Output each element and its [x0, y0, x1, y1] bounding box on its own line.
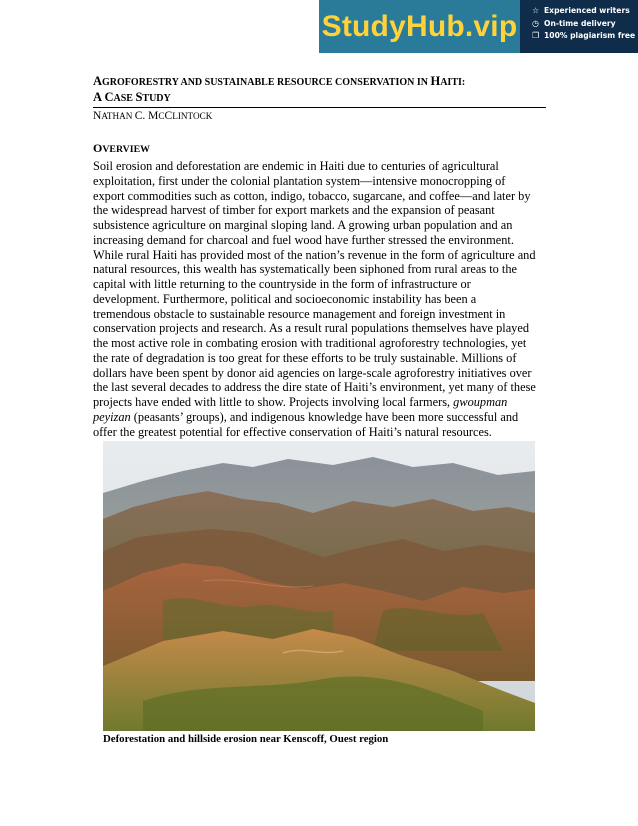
- author-name: NATHAN C. MCCLINTOCK: [93, 110, 213, 122]
- paragraph-line: development. Furthermore, political and socioeconomic instability has been a: [93, 291, 477, 306]
- feature-label: 100% plagiarism free: [544, 31, 636, 40]
- paragraph-line: natural resources, this wealth has systematically been siphoned from rural areas to the: [93, 262, 518, 277]
- paragraph-line: subsistence agriculture on marginal sloping land. A growing urban population and an: [93, 218, 513, 232]
- photo-caption: Deforestation and hillside erosion near Kenscoff, Ouest region: [103, 733, 389, 745]
- paragraph-line: tremendous obstacle to sustainable resource management and foreign investment in: [93, 306, 506, 321]
- paragraph-line: increasing demand for charcoal and fuel wood have further stressed the environment.: [93, 232, 514, 247]
- title-line-2: A CASE STUDY: [93, 90, 171, 104]
- paragraph-line: the rate of degradation is too great for these efforts to be truly sustainable. Millions of: [93, 350, 517, 365]
- feature-experienced-writers: [532, 5, 638, 18]
- overview-paragraph: [93, 159, 546, 439]
- promo-banner[interactable]: [319, 0, 638, 53]
- feature-label: On-time delivery: [544, 18, 616, 28]
- paragraph-line: Soil erosion and deforestation are endemic in Haiti due to centuries of agricultural: [93, 159, 499, 173]
- title-line-1: AGROFORESTRY AND SUSTAINABLE RESOURCE CONSERVATION IN HAITI:: [93, 74, 466, 88]
- studyhub-logo[interactable]: StudyHub.vip: [319, 0, 520, 53]
- landscape-photo: [103, 441, 535, 731]
- banner-feature-list: [520, 0, 638, 53]
- paragraph-line: projects have ended with little to show. Projects involving local farmers, gwoupman: [93, 395, 508, 409]
- document-page: [93, 74, 546, 439]
- paragraph-line: the most active role in combating erosion with traditional agroforestry technologies, yet: [93, 336, 527, 350]
- star-icon: ☆: [532, 6, 540, 15]
- paragraph-line: the widespread harvest of timber for export markets and the expansion of peasant: [93, 203, 495, 218]
- copy-icon: ❐: [532, 31, 540, 40]
- paragraph-line: capital with little returning to the countryside in the form of infrastructure or: [93, 277, 471, 291]
- paragraph-line: conservation projects and research. As a result rural populations themselves have played: [93, 321, 530, 336]
- paragraph-line: export commodities such as cotton, indigo, tobacco, sugarcane, and coffee—and later by: [93, 188, 531, 203]
- clock-icon: ◷: [532, 18, 539, 28]
- paragraph-line: exploitation, first under the colonial plantation system—intensive monocropping of: [93, 173, 506, 188]
- feature-plagiarism-free: [532, 30, 638, 43]
- feature-label: Experienced writers: [544, 6, 630, 15]
- paragraph-line: peyizan (peasants’ groups), and indigenous knowledge have been more successful and: [93, 409, 519, 424]
- paragraph-line: offer the greatest potential for effective conservation of Haiti’s natural resources.: [93, 424, 492, 439]
- paragraph-line: the last several decades to address the dire state of Haiti’s environment, yet many of these: [93, 380, 536, 395]
- title-rule: [93, 107, 546, 108]
- paragraph-line: dollars have been spent by donor aid agencies on large-scale agroforestry initiatives over: [93, 365, 532, 380]
- section-heading-overview: OVERVIEW: [93, 141, 150, 155]
- paragraph-line: While rural Haiti has provided most of the nation’s revenue in the form of agriculture and: [93, 247, 536, 262]
- italic-term: peyizan: [93, 409, 131, 424]
- feature-on-time-delivery: [532, 18, 638, 31]
- document-title: [93, 74, 546, 106]
- italic-term: gwoupman: [453, 395, 508, 409]
